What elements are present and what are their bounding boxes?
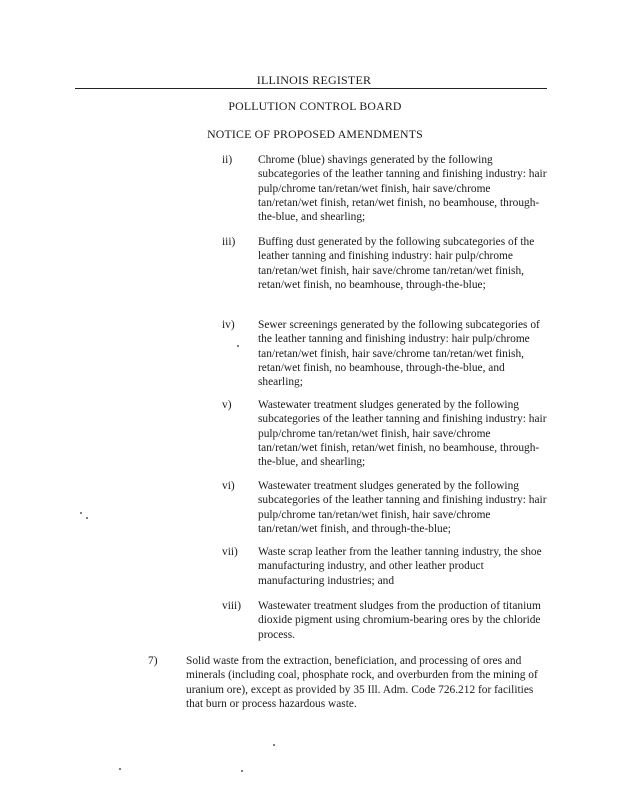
item-text: Wastewater treatment sludges generated by the following subcategories of the leather tanning and finishing industry: hair pulp/chrome tan/retan/wet finish, hair save/chrome tan/retan/wet finish, and through-the-blue;: [258, 480, 547, 535]
item-text: Solid waste from the extraction, beneficiation, and processing of ores and minerals (including coal, phosphate rock, and overburden from the mining of uranium ore), except as provided by 35 Ill. Adm. Code 726.212 for facilities that burn or process hazardous waste.: [186, 655, 538, 710]
item-text: Sewer screenings generated by the following subcategories of the leather tanning and finishing industry: hair pulp/chrome tan/retan/wet finish, hair save/chrome tan/retan/wet finish, retan/wet finish, no beamhouse, through-the-blue, and shearling;: [258, 319, 540, 389]
scan-speck: [273, 744, 275, 746]
board-title: POLLUTION CONTROL BOARD: [228, 99, 402, 113]
register-title: ILLINOIS REGISTER: [256, 73, 372, 87]
scan-speck: [241, 770, 243, 772]
header-rule: [75, 88, 547, 89]
item-text: Wastewater treatment sludges from the production of titanium dioxide pigment using chromium-bearing ores by the chloride process.: [258, 600, 541, 641]
item-number: vii): [222, 546, 238, 558]
scan-speck: [80, 512, 82, 514]
item-number: ii): [222, 154, 233, 166]
item-number: iv): [222, 319, 235, 331]
item-number: iii): [222, 236, 236, 248]
item-text: Wastewater treatment sludges generated by the following subcategories of the leather tanning and finishing industry: hair pulp/chrome tan/retan/wet finish, hair save/chrome tan/retan/wet finish, retan/wet finish, no beamhouse, through-the-blue, and shearling;: [258, 399, 547, 469]
item-number: viii): [222, 600, 241, 612]
item-text: Chrome (blue) shavings generated by the following subcategories of the leather tanning and finishing industry: hair pulp/chrome tan/retan/wet finish, hair save/chrome tan/retan/wet finish, retan/wet finish, no beamhouse, through-the-blue, and shearling;: [258, 154, 547, 224]
scan-speck: [237, 345, 239, 347]
item-number: vi): [222, 480, 235, 492]
item-text: Buffing dust generated by the following subcategories of the leather tanning and finishing industry: hair pulp/chrome tan/retan/wet finish, hair save/chrome tan/retan/wet finish, retan/wet finish, no beamhouse, through-the-blue;: [258, 236, 535, 291]
item-text: Waste scrap leather from the leather tanning industry, the shoe manufacturing industry, and other leather product manufacturing industries; and: [258, 546, 542, 587]
scan-speck: [86, 517, 88, 519]
item-number: v): [222, 399, 232, 411]
item-number: 7): [148, 655, 158, 667]
notice-title: NOTICE OF PROPOSED AMENDMENTS: [207, 127, 423, 141]
scan-speck: [119, 768, 121, 770]
